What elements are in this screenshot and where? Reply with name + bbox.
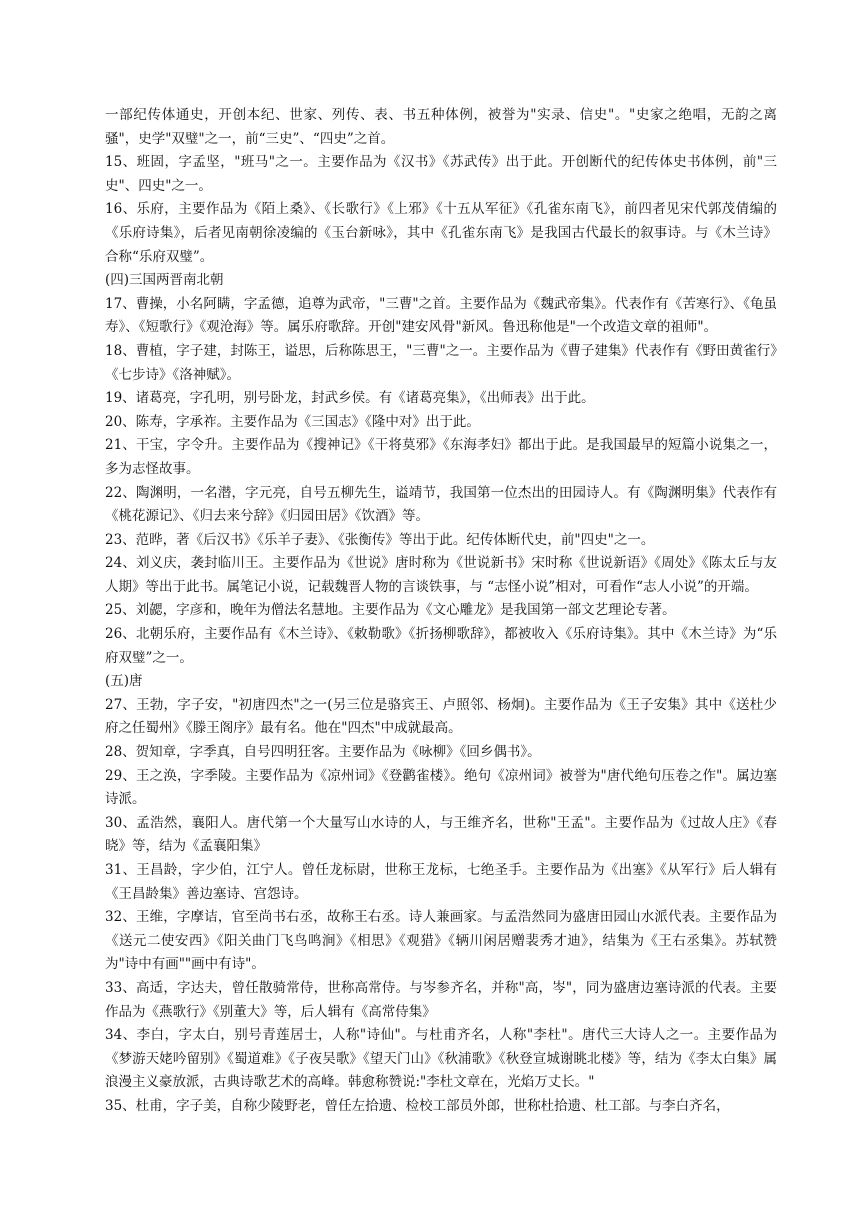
paragraph-22-taoyuanming: 22、陶渊明，一名潜，字元亮，自号五柳先生，谥靖节，我国第一位杰出的田园诗人。有《陶渊明集》代表作有《桃花源记》、《归去来兮辞》《归园田居》《饮酒》等。	[105, 484, 777, 525]
paragraph-33-gaoshi: 33、高适，字达夫，曾任散骑常侍，世称高常侍。与岑参齐名，并称"高，岑"，同为盛唐边塞诗派的代表。主要作品为《燕歌行》《别董大》等，后人辑有《高常侍集》	[105, 979, 777, 1020]
section-heading-three-kingdoms: (四)三国两晋南北朝	[105, 272, 224, 289]
paragraph-35-dufu: 35、杜甫，字子美，自称少陵野老，曾任左拾遗、检校工部员外郎，世称杜拾遗、杜工部。与李白齐名，	[105, 1097, 730, 1114]
paragraph-21-ganbao: 21、干宝，字令升。主要作品为《搜神记》《干将莫邪》《东海孝妇》都出于此。是我国最早的短篇小说集之一，多为志怪故事。	[105, 437, 777, 477]
paragraph-16-yuefu: 16、乐府，主要作品为《陌上桑》、《长歌行》《上邪》《十五从军征》《孔雀东南飞》，前四者见宋代郭茂倩编的《乐府诗集》，后者见南朝徐凌编的《玉台新咏》，其中《孔雀东南飞》是我国古代最长的叙事诗。与《木兰诗》合称“乐府双璧”。	[105, 201, 777, 265]
paragraph-15-bangu: 15、班固，字孟坚，"班马"之一。主要作品为《汉书》《苏武传》出于此。开创断代的纪传体史书体例，前"三史"、四史"之一。	[105, 154, 777, 194]
paragraph-32-wangwei: 32、王维，字摩诘，官至尚书右丞，故称王右丞。诗人兼画家。与孟浩然同为盛唐田园山水派代表。主要作品为《送元二使安西》《阳关曲门飞鸟鸣涧》《相思》《观猎》《辆川闲居赠裴秀才迪》，结集为《王右丞集》。苏轼赞为"诗中有画""画中有诗"。	[105, 909, 777, 973]
paragraph-29-wangzhihuan: 29、王之涣，字季陵。主要作品为《凉州词》《登鹳雀楼》。绝句《凉州词》被誉为"唐代绝句压卷之作"。属边塞诗派。	[105, 767, 777, 808]
paragraph-26-beichao-yuefu: 26、北朝乐府，主要作品有《木兰诗》、《敕勒歌》《折扬柳歌辞》，都被收入《乐府诗集》。其中《木兰诗》为“乐府双璧”之一。	[105, 626, 777, 666]
paragraph-30-menghaoran: 30、孟浩然，襄阳人。唐代第一个大量写山水诗的人，与王维齐名，世称"王孟"。主要作品为《过故人庄》《春晓》等，结为《孟襄阳集》	[105, 814, 777, 855]
paragraph-25-liuxie: 25、刘勰，字彦和，晚年为僧法名慧地。主要作品为《文心雕龙》是我国第一部文艺理论专著。	[105, 602, 676, 619]
paragraph-17-caocao: 17、曹操，小名阿瞒，字孟德，追尊为武帝，"三曹"之首。主要作品为《魏武帝集》。代表作有《苦寒行》、《龟虽寿》、《短歌行》《观沧海》等。属乐府歌辞。开创"建安风骨"新风。鲁迅称他是"一个改造文章的祖师"。	[105, 295, 777, 336]
paragraph-31-wangchangling: 31、王昌龄，字少伯，江宁人。曾任龙标尉，世称王龙标，七绝圣手。主要作品为《出塞》《从军行》后人辑有《王昌龄集》善边塞诗、宫怨诗。	[105, 862, 777, 902]
paragraph-24-liuyiqing: 24、刘义庆，袭封临川王。主要作品为《世说》唐时称为《世说新书》宋时称《世说新语》《周处》《陈太丘与友人期》等出于此书。属笔记小说，记载魏晋人物的言谈铁事，与 “志怪小说”相对，可看作“志人小说”的开端。	[105, 555, 777, 595]
paragraph-shiji-continued: 一部纪传体通史，开创本纪、世家、列传、表、书五种体例，被誉为"实录、信史"。"史家之绝唱，无韵之离骚"，史学"双璧"之一，前“三史”、“四史”之首。	[105, 107, 777, 147]
paragraph-18-caozhi: 18、曹植，字子建，封陈王，谥思，后称陈思王，"三曹"之一。主要作品为《曹子建集》代表作有《野田黄雀行》《七步诗》《洛神赋》。	[105, 342, 777, 383]
paragraph-27-wangbo: 27、王勃，字子安，"初唐四杰"之一(另三位是骆宾王、卢照邻、杨炯)。主要作品为《王子安集》其中《送杜少府之任蜀州》《滕王阁序》最有名。他在"四杰"中成就最高。	[105, 696, 777, 737]
paragraph-34-libai: 34、李白，字太白，别号青莲居士，人称"诗仙"。与杜甫齐名，人称"李杜"。唐代三大诗人之一。主要作品为《梦游天姥吟留别》《蜀道难》《子夜吴歌》《望天门山》《秋浦歌》《秋登宣城谢眺北楼》等，结为《李太白集》属浪漫主义豪放派，古典诗歌艺术的高峰。韩愈称赞说:"李杜文章在，光焰万丈长。"	[105, 1027, 777, 1091]
paragraph-28-hezhizhang: 28、贺知章，字季真，自号四明狂客。主要作品为《咏柳》《回乡偶书》。	[105, 744, 541, 761]
section-heading-tang: (五)唐	[105, 673, 143, 690]
paragraph-19-zhugeliang: 19、诸葛亮，字孔明，别号卧龙，封武乡侯。有《诸葛亮集》，《出师表》出于此。	[105, 390, 595, 407]
paragraph-23-fanye: 23、范晔，著《后汉书》《乐羊子妻》、《张衡传》等出于此。纪传体断代史，前"四史"之一。	[105, 531, 655, 548]
paragraph-20-chenshou: 20、陈寿，字承祚。主要作品为《三国志》《隆中对》出于此。	[105, 413, 480, 430]
